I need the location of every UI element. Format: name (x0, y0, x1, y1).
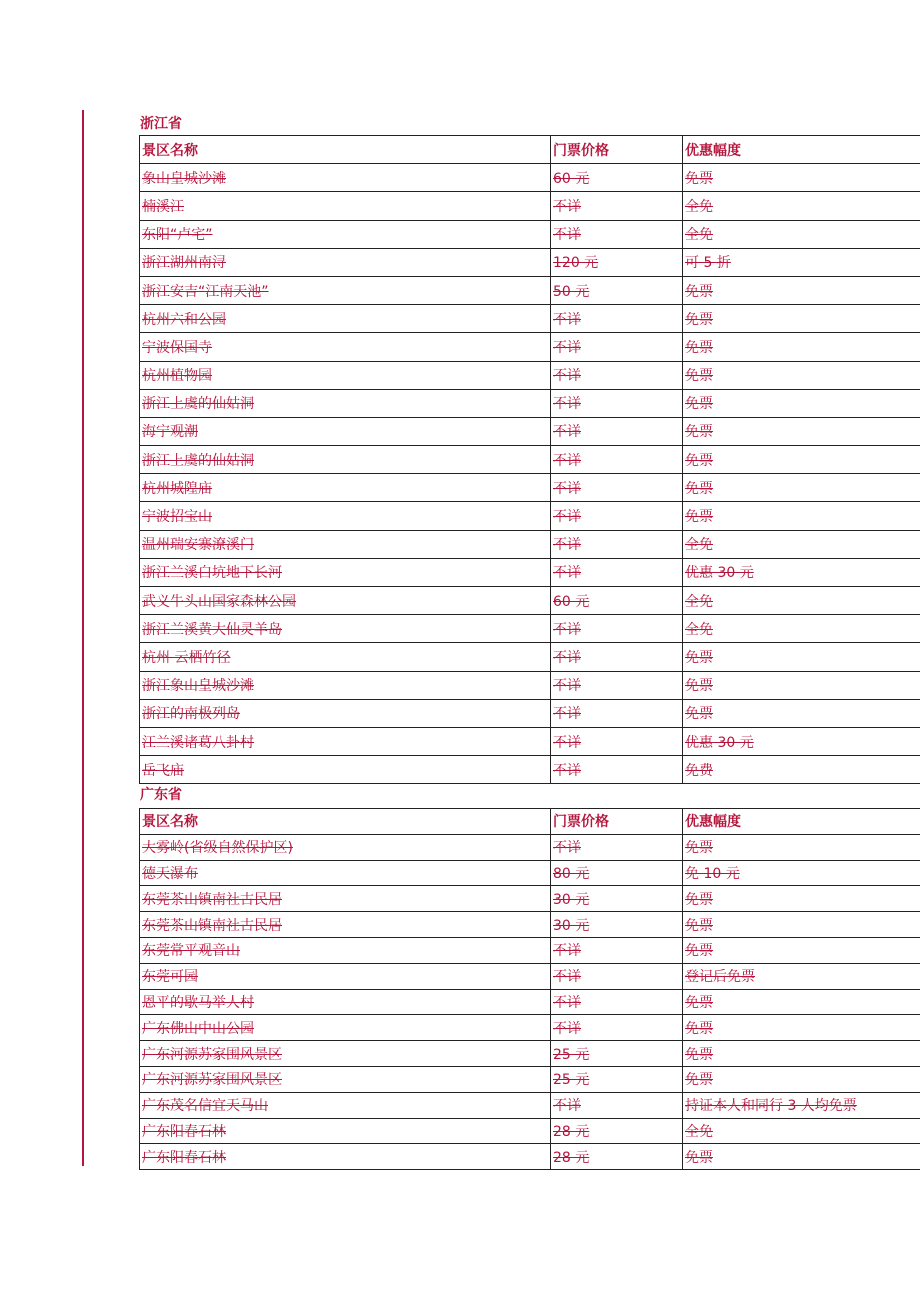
table-row (140, 220, 920, 248)
cell-text: 免票 (685, 396, 713, 413)
cell-text: 浙江上虞的仙姑洞 (142, 396, 254, 413)
cell-scenic-spot-name (140, 333, 551, 361)
table-row (140, 305, 920, 333)
cell-text: 宁波保国寺 (142, 339, 212, 356)
cell-text: 28 元 (553, 1123, 590, 1140)
cell-text: 免票 (685, 480, 713, 497)
table-row (140, 937, 920, 963)
cell-discount (683, 220, 920, 248)
cell-discount (683, 989, 920, 1015)
cell-discount (683, 1118, 920, 1144)
cell-text: 东莞茶山镇南社古民居 (142, 917, 282, 934)
zhejiang-table (139, 135, 920, 784)
table-row (140, 834, 920, 860)
cell-ticket-price (551, 333, 683, 361)
column-header-scenic-spot-name: 景区名称 (140, 136, 551, 164)
cell-discount (683, 937, 920, 963)
cell-scenic-spot-name (140, 756, 551, 784)
cell-ticket-price (551, 937, 683, 963)
cell-discount (683, 361, 920, 389)
table-row (140, 164, 920, 192)
table-row (140, 671, 920, 699)
table-row (140, 886, 920, 912)
cell-scenic-spot-name (140, 164, 551, 192)
cell-scenic-spot-name (140, 389, 551, 417)
cell-text: 不详 (553, 994, 581, 1011)
cell-ticket-price (551, 989, 683, 1015)
cell-scenic-spot-name (140, 276, 551, 304)
cell-text: 30 元 (553, 917, 590, 934)
cell-text: 东阳“卢宅” (142, 227, 213, 244)
cell-ticket-price (551, 276, 683, 304)
cell-scenic-spot-name (140, 1041, 551, 1067)
cell-ticket-price (551, 860, 683, 886)
cell-scenic-spot-name (140, 305, 551, 333)
cell-text: 免票 (685, 649, 713, 666)
cell-text: 80 元 (553, 865, 590, 882)
cell-text: 浙江安吉“江南天池” (142, 283, 269, 300)
cell-scenic-spot-name (140, 699, 551, 727)
cell-text: 东莞常平观音山 (142, 943, 240, 960)
cell-ticket-price (551, 912, 683, 938)
cell-discount (683, 963, 920, 989)
cell-ticket-price (551, 1015, 683, 1041)
cell-text: 不详 (553, 762, 581, 779)
cell-discount (683, 727, 920, 755)
column-header-ticket-price: 门票价格 (551, 136, 683, 164)
cell-discount (683, 1144, 920, 1170)
cell-ticket-price (551, 305, 683, 333)
cell-ticket-price (551, 886, 683, 912)
table-row (140, 1066, 920, 1092)
cell-discount (683, 474, 920, 502)
cell-text: 全免 (685, 198, 713, 215)
cell-ticket-price (551, 834, 683, 860)
cell-text: 东莞可园 (142, 969, 198, 986)
cell-scenic-spot-name (140, 474, 551, 502)
cell-text: 岳飞庙 (142, 762, 184, 779)
cell-discount (683, 587, 920, 615)
cell-text: 持证本人和同行 3 人均免票 (685, 1098, 857, 1115)
cell-text: 免票 (685, 706, 713, 723)
cell-scenic-spot-name (140, 446, 551, 474)
cell-discount (683, 530, 920, 558)
cell-text: 浙江象山皇城沙滩 (142, 678, 254, 695)
cell-text: 不详 (553, 649, 581, 666)
cell-ticket-price (551, 220, 683, 248)
cell-scenic-spot-name (140, 834, 551, 860)
table-row (140, 860, 920, 886)
cell-discount (683, 834, 920, 860)
cell-discount (683, 671, 920, 699)
cell-discount (683, 643, 920, 671)
cell-text: 60 元 (553, 170, 590, 187)
cell-discount (683, 756, 920, 784)
cell-text: 免票 (685, 509, 713, 526)
cell-text: 免票 (685, 311, 713, 328)
cell-scenic-spot-name (140, 1118, 551, 1144)
cell-discount (683, 248, 920, 276)
cell-discount (683, 1092, 920, 1118)
cell-text: 免票 (685, 283, 713, 300)
cell-text: 恩平的歇马举人村 (142, 994, 254, 1011)
cell-text: 60 元 (553, 593, 590, 610)
cell-text: 全免 (685, 621, 713, 638)
cell-text: 浙江兰溪白坑地下长河 (142, 565, 282, 582)
cell-text: 宁波招宝山 (142, 509, 212, 526)
cell-discount (683, 912, 920, 938)
guangdong-table-body (140, 809, 920, 1170)
cell-text: 免 10 元 (685, 865, 740, 882)
cell-ticket-price (551, 1041, 683, 1067)
cell-ticket-price (551, 1144, 683, 1170)
cell-text: 东莞茶山镇南社古民居 (142, 891, 282, 908)
cell-text: 免票 (685, 840, 713, 857)
cell-text: 免票 (685, 368, 713, 385)
table-row (140, 446, 920, 474)
cell-text: 免票 (685, 339, 713, 356)
cell-scenic-spot-name (140, 727, 551, 755)
table-row (140, 587, 920, 615)
cell-text: 不详 (553, 678, 581, 695)
cell-text: 广东阳春石林 (142, 1149, 226, 1166)
cell-discount (683, 446, 920, 474)
cell-scenic-spot-name (140, 912, 551, 938)
cell-ticket-price (551, 643, 683, 671)
guangdong-table (139, 808, 920, 1170)
cell-scenic-spot-name (140, 220, 551, 248)
cell-scenic-spot-name (140, 530, 551, 558)
cell-text: 免票 (685, 1149, 713, 1166)
cell-text: 不详 (553, 339, 581, 356)
table-row (140, 389, 920, 417)
table-row (140, 333, 920, 361)
cell-text: 广东佛山中山公园 (142, 1020, 254, 1037)
section-title-zhejiang: 浙江省 (140, 116, 182, 132)
cell-discount (683, 886, 920, 912)
cell-ticket-price (551, 1066, 683, 1092)
cell-scenic-spot-name (140, 558, 551, 586)
cell-text: 免票 (685, 994, 713, 1011)
cell-text: 50 元 (553, 283, 590, 300)
cell-text: 不详 (553, 565, 581, 582)
cell-ticket-price (551, 389, 683, 417)
cell-scenic-spot-name (140, 937, 551, 963)
cell-text: 不详 (553, 227, 581, 244)
cell-text: 28 元 (553, 1149, 590, 1166)
cell-text: 免费 (685, 762, 713, 779)
cell-discount (683, 276, 920, 304)
cell-ticket-price (551, 671, 683, 699)
cell-text: 不详 (553, 198, 581, 215)
cell-text: 杭州 云栖竹径 (142, 649, 231, 666)
cell-text: 25 元 (553, 1072, 590, 1089)
cell-text: 免票 (685, 917, 713, 934)
cell-text: 德天瀑布 (142, 865, 198, 882)
column-header-discount: 优惠幅度 (683, 136, 920, 164)
cell-text: 不详 (553, 1098, 581, 1115)
cell-discount (683, 1041, 920, 1067)
cell-text: 温州瑞安寨潦溪门 (142, 537, 254, 554)
cell-scenic-spot-name (140, 671, 551, 699)
table-row (140, 361, 920, 389)
cell-text: 武义牛头山国家森林公园 (142, 593, 296, 610)
cell-scenic-spot-name (140, 989, 551, 1015)
cell-text: 免票 (685, 452, 713, 469)
cell-text: 优惠 30 元 (685, 734, 754, 751)
cell-ticket-price (551, 530, 683, 558)
cell-text: 免票 (685, 1072, 713, 1089)
cell-text: 浙江兰溪黄大仙灵羊岛 (142, 621, 282, 638)
table-row (140, 1144, 920, 1170)
cell-scenic-spot-name (140, 587, 551, 615)
cell-discount (683, 615, 920, 643)
cell-ticket-price (551, 699, 683, 727)
table-row (140, 1118, 920, 1144)
table-row (140, 699, 920, 727)
column-header-discount: 优惠幅度 (683, 809, 920, 835)
table-row (140, 192, 920, 220)
cell-ticket-price (551, 446, 683, 474)
cell-discount (683, 558, 920, 586)
cell-text: 不详 (553, 396, 581, 413)
cell-scenic-spot-name (140, 963, 551, 989)
cell-scenic-spot-name (140, 417, 551, 445)
table-row (140, 615, 920, 643)
cell-ticket-price (551, 963, 683, 989)
cell-scenic-spot-name (140, 502, 551, 530)
cell-scenic-spot-name (140, 1015, 551, 1041)
table-row (140, 756, 920, 784)
cell-scenic-spot-name (140, 886, 551, 912)
table-row (140, 502, 920, 530)
cell-text: 不详 (553, 480, 581, 497)
cell-ticket-price (551, 417, 683, 445)
cell-text: 不详 (553, 734, 581, 751)
cell-text: 免票 (685, 891, 713, 908)
cell-discount (683, 192, 920, 220)
table-row (140, 727, 920, 755)
cell-text: 广东阳春石林 (142, 1123, 226, 1140)
column-header-ticket-price: 门票价格 (551, 809, 683, 835)
cell-text: 不详 (553, 621, 581, 638)
table-row (140, 1015, 920, 1041)
cell-scenic-spot-name (140, 615, 551, 643)
cell-ticket-price (551, 192, 683, 220)
cell-discount (683, 860, 920, 886)
cell-text: 免票 (685, 678, 713, 695)
cell-text: 广东河源苏家围风景区 (142, 1046, 282, 1063)
cell-discount (683, 417, 920, 445)
cell-text: 可 5 折 (685, 255, 731, 272)
cell-text: 海宁观潮 (142, 424, 198, 441)
section-title-guangdong: 广东省 (140, 787, 182, 803)
cell-text: 不详 (553, 840, 581, 857)
table-header-row (140, 136, 920, 164)
cell-discount (683, 305, 920, 333)
table-row (140, 963, 920, 989)
cell-text: 25 元 (553, 1046, 590, 1063)
table-row (140, 912, 920, 938)
cell-text: 大雾岭(省级自然保护区) (142, 840, 293, 857)
cell-ticket-price (551, 1092, 683, 1118)
column-header-scenic-spot-name: 景区名称 (140, 809, 551, 835)
cell-text: 不详 (553, 509, 581, 526)
cell-text: 浙江湖州南浔 (142, 255, 226, 272)
cell-text: 不详 (553, 943, 581, 960)
cell-text: 全免 (685, 593, 713, 610)
cell-ticket-price (551, 474, 683, 502)
cell-ticket-price (551, 558, 683, 586)
cell-ticket-price (551, 502, 683, 530)
table-row (140, 276, 920, 304)
cell-ticket-price (551, 164, 683, 192)
table-row (140, 1041, 920, 1067)
cell-ticket-price (551, 615, 683, 643)
cell-text: 象山皇城沙滩 (142, 170, 226, 187)
zhejiang-table-body (140, 136, 920, 784)
cell-text: 不详 (553, 969, 581, 986)
cell-text: 楠溪江 (142, 198, 184, 215)
cell-text: 免票 (685, 1046, 713, 1063)
cell-text: 不详 (553, 537, 581, 554)
table-row (140, 1092, 920, 1118)
cell-discount (683, 389, 920, 417)
cell-ticket-price (551, 587, 683, 615)
cell-scenic-spot-name (140, 1066, 551, 1092)
cell-ticket-price (551, 1118, 683, 1144)
cell-text: 不详 (553, 311, 581, 328)
cell-text: 江兰溪诸葛八卦村 (142, 734, 254, 751)
cell-discount (683, 164, 920, 192)
cell-text: 不详 (553, 452, 581, 469)
table-row (140, 530, 920, 558)
cell-discount (683, 699, 920, 727)
cell-text: 全免 (685, 227, 713, 244)
cell-scenic-spot-name (140, 192, 551, 220)
cell-ticket-price (551, 756, 683, 784)
cell-text: 浙江上虞的仙姑洞 (142, 452, 254, 469)
cell-scenic-spot-name (140, 361, 551, 389)
table-header-row (140, 809, 920, 835)
table-row (140, 643, 920, 671)
cell-text: 杭州城隍庙 (142, 480, 212, 497)
table-row (140, 248, 920, 276)
cell-scenic-spot-name (140, 1144, 551, 1170)
table-row (140, 417, 920, 445)
cell-text: 不详 (553, 424, 581, 441)
cell-text: 不详 (553, 706, 581, 723)
cell-text: 杭州植物园 (142, 368, 212, 385)
cell-text: 免票 (685, 170, 713, 187)
cell-text: 杭州六和公园 (142, 311, 226, 328)
cell-text: 不详 (553, 368, 581, 385)
cell-text: 登记后免票 (685, 969, 755, 986)
cell-text: 免票 (685, 943, 713, 960)
cell-ticket-price (551, 361, 683, 389)
cell-scenic-spot-name (140, 1092, 551, 1118)
table-row (140, 989, 920, 1015)
cell-text: 浙江的南极列岛 (142, 706, 240, 723)
cell-discount (683, 333, 920, 361)
cell-ticket-price (551, 727, 683, 755)
cell-discount (683, 1066, 920, 1092)
cell-scenic-spot-name (140, 860, 551, 886)
cell-text: 免票 (685, 1020, 713, 1037)
cell-text: 30 元 (553, 891, 590, 908)
cell-text: 免票 (685, 424, 713, 441)
cell-ticket-price (551, 248, 683, 276)
table-row (140, 558, 920, 586)
cell-text: 广东茂名信宜天马山 (142, 1098, 268, 1115)
cell-text: 广东河源苏家围风景区 (142, 1072, 282, 1089)
cell-text: 不详 (553, 1020, 581, 1037)
cell-scenic-spot-name (140, 643, 551, 671)
cell-scenic-spot-name (140, 248, 551, 276)
cell-discount (683, 1015, 920, 1041)
cell-text: 全免 (685, 537, 713, 554)
cell-text: 优惠 30 元 (685, 565, 754, 582)
cell-discount (683, 502, 920, 530)
table-row (140, 474, 920, 502)
revision-change-bar (82, 110, 84, 1166)
cell-text: 全免 (685, 1123, 713, 1140)
cell-text: 120 元 (553, 255, 599, 272)
